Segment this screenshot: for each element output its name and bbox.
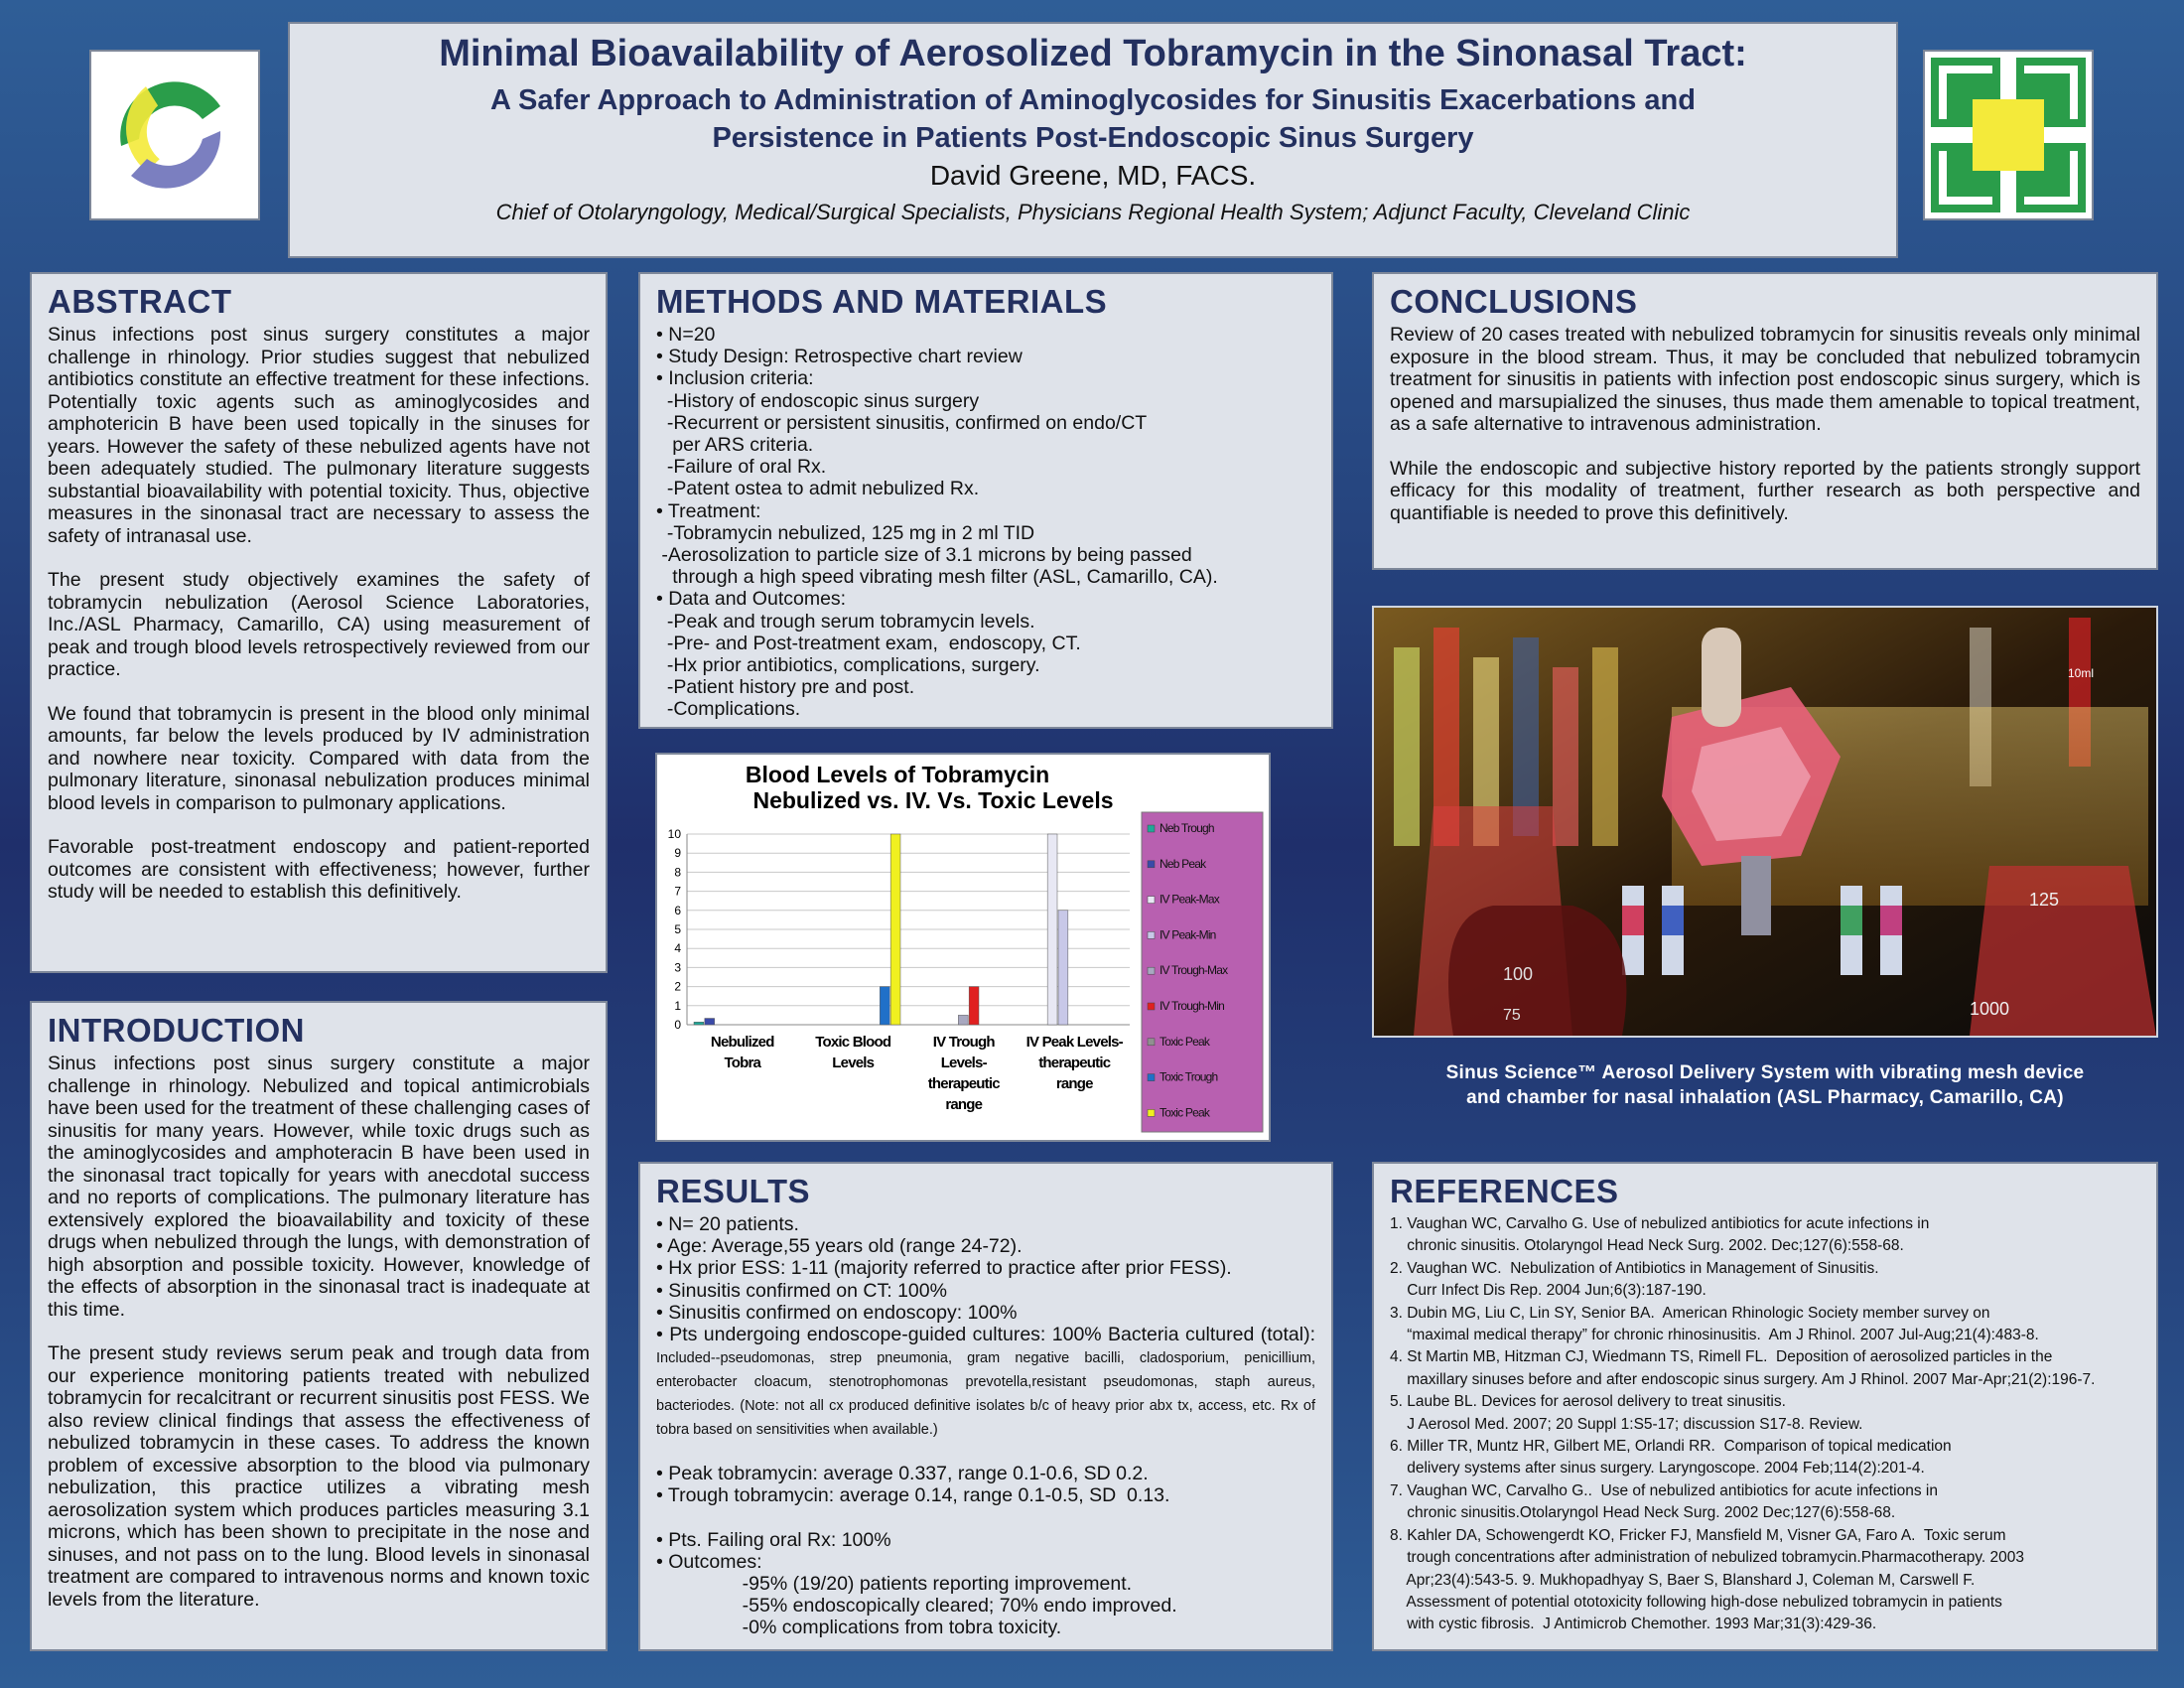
reference-item: trough concentrations after administration of nebulized tobramycin.Pharmacotherapy. 2003 (1390, 1549, 2025, 1567)
chart-bar (1058, 911, 1068, 1025)
reference-item: 6. Miller TR, Muntz HR, Gilbert ME, Orlandi RR. Comparison of topical medication (1390, 1438, 1952, 1456)
chart-bar (1047, 834, 1057, 1025)
x-category-label: Tobra (724, 1055, 761, 1071)
x-category-label: Levels (832, 1055, 875, 1071)
author-name: David Greene, MD, FACS. (929, 160, 1257, 191)
right-logo (1923, 50, 2094, 220)
results-list (656, 1213, 1315, 1324)
conclusions-paragraph: While the endoscopic and subjective history reported by the patients strongly support efficacy for this modality of treatment, further research as both perspective and quantifiable is needed to prove this definitively. (1390, 457, 2140, 524)
reference-item: delivery systems after sinus surgery. Laryngoscope. 2004 Feb;114(2):201-4. (1390, 1460, 1925, 1477)
conclusions-section (1372, 272, 2158, 570)
y-tick-label: 5 (674, 922, 681, 936)
lab-glassware-illustration (1374, 608, 2156, 1036)
x-category-label: Nebulized (710, 1034, 774, 1051)
reference-item: 4. St Martin MB, Hitzman CJ, Wiedmann TS, Rimell FL. Deposition of aerosolized particles in the (1390, 1348, 2053, 1366)
references-list (1390, 1213, 2140, 1636)
x-category-label: range (945, 1096, 983, 1113)
results-heading: RESULTS (656, 1173, 811, 1209)
methods-list-item: • Data and Outcomes: (656, 588, 847, 611)
methods-list-item: through a high speed vibrating mesh filter (ASL, Camarillo, CA). (656, 566, 1218, 589)
legend-label: Neb Peak (1160, 856, 1206, 871)
swirl-logo-icon (91, 52, 258, 218)
legend-swatch (1148, 1039, 1155, 1046)
methods-list-item: -History of endoscopic sinus surgery (656, 389, 980, 412)
poster-header (288, 22, 1898, 258)
methods-list-item: -Complications. (656, 698, 801, 721)
abstract-paragraph: We found that tobramycin is present in the blood only minimal amounts, far below the levels produced by IV administration and nowhere near toxicity. Compared with data from the pulmonary literature, sinonasal nebulization produces minimal blood levels in comparison to pulmonary applications. (48, 702, 590, 814)
reference-item: maxillary sinuses before and after endoscopic sinus surgery. Am J Rhinol. 2007 Mar-Apr;21(2):196-7. (1390, 1370, 2096, 1388)
y-tick-label: 0 (674, 1018, 681, 1032)
results-cultures-main: • Pts undergoing endoscope-guided cultures: 100% Bacteria cultured (total): (656, 1324, 1315, 1346)
hospital-cross-logo-icon (1925, 52, 2092, 218)
methods-list (656, 324, 1315, 721)
legend-label: IV Trough-Min (1160, 999, 1224, 1013)
introduction-paragraph: Sinus infections post sinus surgery constitute a major challenge in rhinology. Nebulized and topical antimicrobials have been used for the treatment of these challenging cases of sinusitis for many years. However, while toxic drugs such as the aminoglycosides and amphoteracin B have been used in the sinonasal tract topically for years with anecdotal success and no reports of complications. The pulmonary literature has extensively explored the bioavailability and toxicity of these drugs when nebulized through the lungs, with demonstration of high absorption and possible toxicity. However, knowledge of the effects of absorption in the sinonasal tract is inadequate at this time. (48, 1053, 590, 1321)
legend-swatch (1148, 1003, 1155, 1010)
legend-label: Toxic Peak (1160, 1034, 1210, 1049)
legend-swatch (1148, 825, 1155, 832)
aerosol-device-photo (1372, 606, 2158, 1038)
results-list-item: • Peak tobramycin: average 0.337, range 0.1-0.6, SD 0.2. (656, 1463, 1149, 1485)
chart-subtitle: Nebulized vs. IV. Vs. Toxic Levels (752, 787, 1114, 813)
y-tick-label: 10 (667, 827, 681, 841)
x-category-label: IV Peak Levels- (1025, 1034, 1123, 1051)
conclusions-heading: CONCLUSIONS (1390, 283, 1638, 320)
reference-item: with cystic fibrosis. J Antimicrob Chemother. 1993 Mar;31(3):429-36. (1390, 1616, 1877, 1633)
conclusions-body (1390, 324, 2140, 524)
introduction-body (48, 1053, 590, 1611)
results-list-item: -0% complications from tobra toxicity. (656, 1617, 1062, 1639)
chart-bar (694, 1022, 704, 1025)
chart-title: Blood Levels of Tobramycin (745, 762, 1050, 787)
results-cultures (656, 1324, 1315, 1441)
reference-item: 3. Dubin MG, Liu C, Lin SY, Senior BA. American Rhinologic Society member survey on (1390, 1304, 1990, 1322)
results-list-item: • Sinusitis confirmed on endoscopy: 100% (656, 1301, 1018, 1324)
photo-caption-line: Sinus Science™ Aerosol Delivery System with vibrating mesh device (1445, 1062, 2085, 1083)
reference-item: chronic sinusitis. Otolaryngol Head Neck Surg. 2002. Dec;127(6):558-68. (1390, 1237, 1904, 1255)
methods-list-item: per ARS criteria. (656, 434, 814, 457)
photo-caption-line: and chamber for nasal inhalation (ASL Pharmacy, Camarillo, CA) (1466, 1087, 2064, 1108)
results-list-item: -55% endoscopically cleared; 70% endo improved. (656, 1595, 1177, 1618)
legend-label: IV Trough-Max (1160, 963, 1228, 978)
y-tick-label: 1 (674, 998, 681, 1013)
introduction-paragraph: The present study reviews serum peak and trough data from our experience monitoring patients treated with nebulized tobramycin for recalcitrant or recurrent sinusitis post FESS. We also review clinical findings that assess the effectiveness of nebulized tobramycin in these cases. To address the known problem of excessive absorption to the blood via pulmonary nebulization, this practice utilizes a vibrating mesh aerosolization system which produces particles measuring 3.1 microns, which has been shown to precipitate in the nose and sinuses, and not pass on to the lung. Blood levels in sinonasal treatment are compared to intravenous norms and known toxic levels from the literature. (48, 1342, 590, 1611)
results-section (638, 1162, 1333, 1651)
beaker-label: 100 (1503, 964, 1534, 984)
methods-list-item: -Hx prior antibiotics, complications, surgery. (656, 654, 1040, 677)
x-category-label: range (1055, 1075, 1093, 1092)
results-list-item: • Pts. Failing oral Rx: 100% (656, 1528, 891, 1551)
legend-swatch (1148, 967, 1155, 974)
y-tick-label: 6 (674, 903, 681, 917)
tube-label: 10ml (2068, 666, 2095, 680)
reference-item: 1. Vaughan WC, Carvalho G. Use of nebulized antibiotics for acute infections in (1390, 1215, 1930, 1232)
bar-chart (657, 755, 1269, 1140)
reference-item: J Aerosol Med. 2007; 20 Suppl 1:S5-17; discussion S17-8. Review. (1390, 1415, 1863, 1433)
y-tick-label: 8 (674, 865, 681, 880)
x-category-label: IV Trough (932, 1034, 995, 1051)
author-affiliation: Chief of Otolaryngology, Medical/Surgical Specialists, Physicians Regional Health System; Adjunct Faculty, Cleveland Clinic (495, 200, 1691, 224)
reference-item: 8. Kahler DA, Schowengerdt KO, Fricker FJ, Mansfield M, Visner GA, Faro A. Toxic serum (1390, 1526, 2006, 1544)
methods-list-item: -Patent ostea to admit nebulized Rx. (656, 478, 980, 500)
x-category-label: Toxic Blood (815, 1034, 891, 1051)
x-category-label: Levels- (940, 1055, 987, 1071)
reference-item: “maximal medical therapy” for chronic rhinosinusitis. Am J Rhinol. 2007 Jul-Aug;21(4):483-8. (1390, 1327, 2039, 1344)
y-tick-label: 7 (674, 884, 681, 899)
beaker-label: 75 (1503, 1007, 1521, 1024)
left-logo (89, 50, 260, 220)
legend-label: IV Peak-Min (1160, 927, 1216, 942)
results-list-item: • Sinusitis confirmed on CT: 100% (656, 1279, 947, 1302)
methods-list-item: • Study Design: Retrospective chart review (656, 346, 1023, 368)
chart-bar (890, 834, 900, 1025)
methods-heading: METHODS AND MATERIALS (656, 283, 1108, 320)
results-list-item: -95% (19/20) patients reporting improvement. (656, 1573, 1133, 1596)
chart-bar (969, 987, 979, 1025)
results-levels (656, 1463, 1315, 1506)
methods-list-item: • N=20 (656, 324, 716, 346)
methods-list-item: • Inclusion criteria: (656, 367, 814, 390)
results-outcomes (656, 1529, 1315, 1639)
methods-list-item: • Treatment: (656, 499, 761, 522)
legend-label: Neb Trough (1160, 821, 1214, 835)
abstract-heading: ABSTRACT (48, 283, 232, 320)
y-tick-label: 2 (674, 979, 681, 994)
methods-list-item: -Aerosolization to particle size of 3.1 microns by being passed (656, 544, 1192, 567)
conclusions-paragraph: Review of 20 cases treated with nebulized tobramycin for sinusitis reveals only minimal exposure in the blood stream. Thus, it may be concluded that nebulized tobramycin treatment for sinusitis in patients with infection post endoscopic sinus surgery, which is opened and marsupialized the sinuses, thus made them amenable to topical treatment, as a safe alternative to intravenous administration. (1390, 324, 2140, 435)
methods-section (638, 272, 1333, 729)
abstract-paragraph: The present study objectively examines the safety of tobramycin nebulization (Aerosol Science Laboratories, Inc./ASL Pharmacy, Camarillo, CA) using measurement of peak and trough blood levels retrospectively reviewed from our practice. (48, 569, 590, 680)
abstract-paragraph: Sinus infections post sinus surgery constitutes a major challenge in rhinology. Prior studies suggest that nebulized antibiotics constitute an effective treatment for these infections. Potentially toxic agents such as aminoglycosides and amphotericin B have been used topically in the sinuses for years. However the safety of these nebulized agents have not been adequately studied. The pulmonary literature suggests substantial bioavailability with potential toxicity. Thus, objective measures in the sinonasal tract are necessary to assess the safety of intranasal use. (48, 324, 590, 547)
beaker-label: 125 (2029, 890, 2060, 910)
photo-caption (1372, 1060, 2158, 1110)
chart-bar (880, 987, 889, 1025)
blood-levels-chart (655, 753, 1271, 1142)
references-heading: REFERENCES (1390, 1173, 1619, 1209)
abstract-paragraph: Favorable post-treatment endoscopy and patient-reported outcomes are consistent with effectiveness; however, further study will be needed to establish this definitively. (48, 836, 590, 903)
legend-swatch (1148, 861, 1155, 868)
reference-item: Assessment of potential ototoxicity following high-dose nebulized tobramycin in patients (1390, 1593, 2002, 1611)
reference-item: 5. Laube BL. Devices for aerosol delivery to treat sinusitis. (1390, 1393, 1786, 1411)
chart-bar (958, 1015, 968, 1025)
abstract-body (48, 324, 590, 904)
y-tick-label: 9 (674, 846, 681, 861)
methods-list-item: -Pre- and Post-treatment exam, endoscopy, CT. (656, 632, 1081, 654)
poster-subtitle: A Safer Approach to Administration of Aminoglycosides for Sinusitis Exacerbations and Persistence in Patients Post-Endoscopic Sinus Surgery (490, 84, 1696, 154)
methods-list-item: -Tobramycin nebulized, 125 mg in 2 ml TID (656, 521, 1035, 544)
results-cultures-detail: Included--pseudomonas, strep pneumonia, gram negative bacilli, cladosporium, penicillium, enterobacter cloacum, stenotrophomonas prevotella,resistant pseudomonas, staph aureus, bacteriodes. (Note: not all cx produced definitive isolates b/c of heavy prior abx tx, access, etc. Rx of tobra based on sensitivities when available.) (656, 1350, 1315, 1439)
legend-label: IV Peak-Max (1160, 892, 1219, 907)
legend-swatch (1148, 931, 1155, 938)
results-list-item: • Age: Average,55 years old (range 24-72). (656, 1235, 1023, 1258)
chart-bar (705, 1019, 715, 1025)
reference-item: 7. Vaughan WC, Carvalho G.. Use of nebulized antibiotics for acute infections in (1390, 1481, 1938, 1499)
results-list-item: • Trough tobramycin: average 0.14, range 0.1-0.5, SD 0.13. (656, 1484, 1170, 1507)
introduction-section (30, 1001, 608, 1651)
y-tick-label: 4 (674, 941, 681, 956)
results-list-item: • Hx prior ESS: 1-11 (majority referred to practice after prior FESS). (656, 1257, 1232, 1280)
methods-list-item: -Patient history pre and post. (656, 676, 915, 699)
introduction-heading: INTRODUCTION (48, 1012, 305, 1049)
results-list-item: • N= 20 patients. (656, 1213, 799, 1235)
abstract-section (30, 272, 608, 973)
reference-item: Apr;23(4):543-5. 9. Mukhopadhyay S, Baer S, Blanshard J, Coleman M, Carswell F. (1390, 1571, 1976, 1589)
beaker-label: 1000 (1970, 999, 2010, 1019)
methods-list-item: -Failure of oral Rx. (656, 456, 827, 479)
legend-label: Toxic Trough (1160, 1069, 1218, 1084)
reference-item: Curr Infect Dis Rep. 2004 Jun;6(3):187-190. (1390, 1282, 1706, 1300)
legend-swatch (1148, 1074, 1155, 1081)
reference-item: chronic sinusitis.Otolaryngol Head Neck Surg. 2002 Dec;127(6):558-68. (1390, 1504, 1896, 1522)
poster-title: Minimal Bioavailability of Aerosolized Tobramycin in the Sinonasal Tract: (439, 33, 1747, 74)
references-section (1372, 1162, 2158, 1651)
x-category-label: therapeutic (927, 1075, 1000, 1092)
y-tick-label: 3 (674, 960, 681, 975)
results-list-item: • Outcomes: (656, 1550, 762, 1573)
legend-swatch (1148, 897, 1155, 904)
legend-label: Toxic Peak (1160, 1105, 1210, 1120)
legend-swatch (1148, 1109, 1155, 1116)
methods-list-item: -Recurrent or persistent sinusitis, confirmed on endo/CT (656, 411, 1148, 434)
reference-item: 2. Vaughan WC. Nebulization of Antibiotics in Management of Sinusitis. (1390, 1259, 1879, 1277)
methods-list-item: -Peak and trough serum tobramycin levels. (656, 610, 1035, 633)
x-category-label: therapeutic (1038, 1055, 1111, 1071)
